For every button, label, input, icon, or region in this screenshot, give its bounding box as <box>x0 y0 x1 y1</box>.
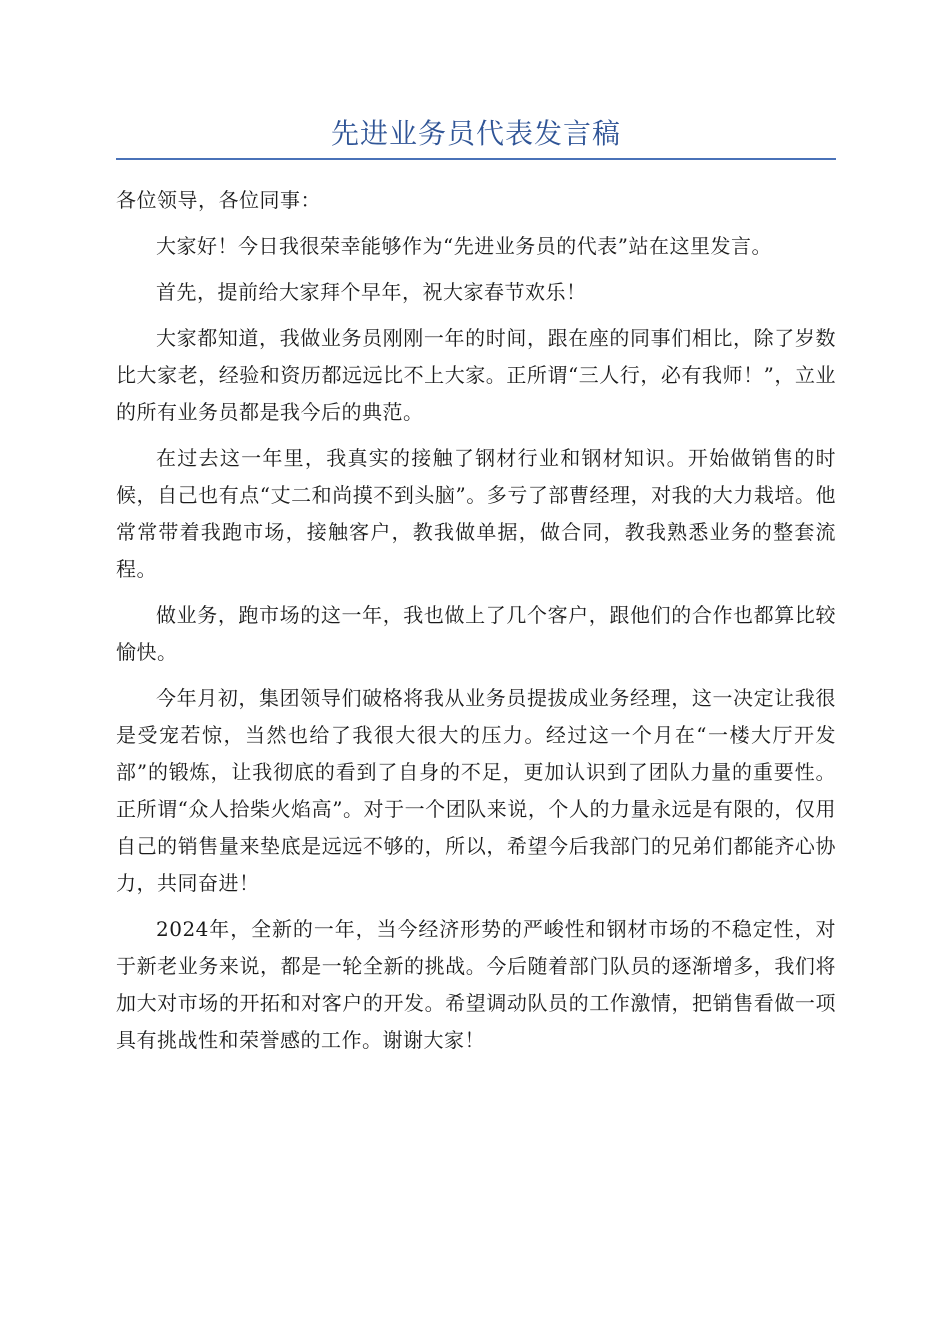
paragraph-6: 今年月初，集团领导们破格将我从业务员提拔成业务经理，这一决定让我很是受宠若惊，当然也给了我很大很大的压力。经过这一个月在“一楼大厅开发部”的锻炼，让我彻底的看到了自身的不足，更加认识到了团队力量的重要性。正所谓“众人拾柴火焰高”。对于一个团队来说，个人的力量永远是有限的，仅用自己的销售量来垫底是远远不够的，所以，希望今后我部门的兄弟们都能齐心协力，共同奋进！ <box>116 686 836 895</box>
paragraph-3: 大家都知道，我做业务员刚刚一年的时间，跟在座的同事们相比，除了岁数比大家老，经验和资历都远远比不上大家。正所谓“三人行，必有我师！”，立业的所有业务员都是我今后的典范。 <box>116 326 836 424</box>
paragraph-7: 2024年，全新的一年，当今经济形势的严峻性和钢材市场的不稳定性，对于新老业务来说，都是一轮全新的挑战。今后随着部门队员的逐渐增多，我们将加大对市场的开拓和对客户的开发。希望调动队员的工作激情，把销售看做一项具有挑战性和荣誉感的工作。谢谢大家！ <box>116 917 836 1052</box>
paragraph-1: 大家好！今日我很荣幸能够作为“先进业务员的代表”站在这里发言。 <box>156 234 772 258</box>
document-page <box>116 112 836 1068</box>
document-title: 先进业务员代表发言稿 <box>116 112 836 160</box>
paragraph-4: 在过去这一年里，我真实的接触了钢材行业和钢材知识。开始做销售的时候，自己也有点“丈二和尚摸不到头脑”。多亏了部曹经理，对我的大力栽培。他常常带着我跑市场，接触客户，教我做单据，做合同，教我熟悉业务的整套流程。 <box>116 446 836 581</box>
paragraph-2: 首先，提前给大家拜个早年，祝大家春节欢乐！ <box>156 280 587 304</box>
paragraph-5: 做业务，跑市场的这一年，我也做上了几个客户，跟他们的合作也都算比较愉快。 <box>116 603 836 664</box>
greeting: 各位领导，各位同事： <box>116 188 321 212</box>
